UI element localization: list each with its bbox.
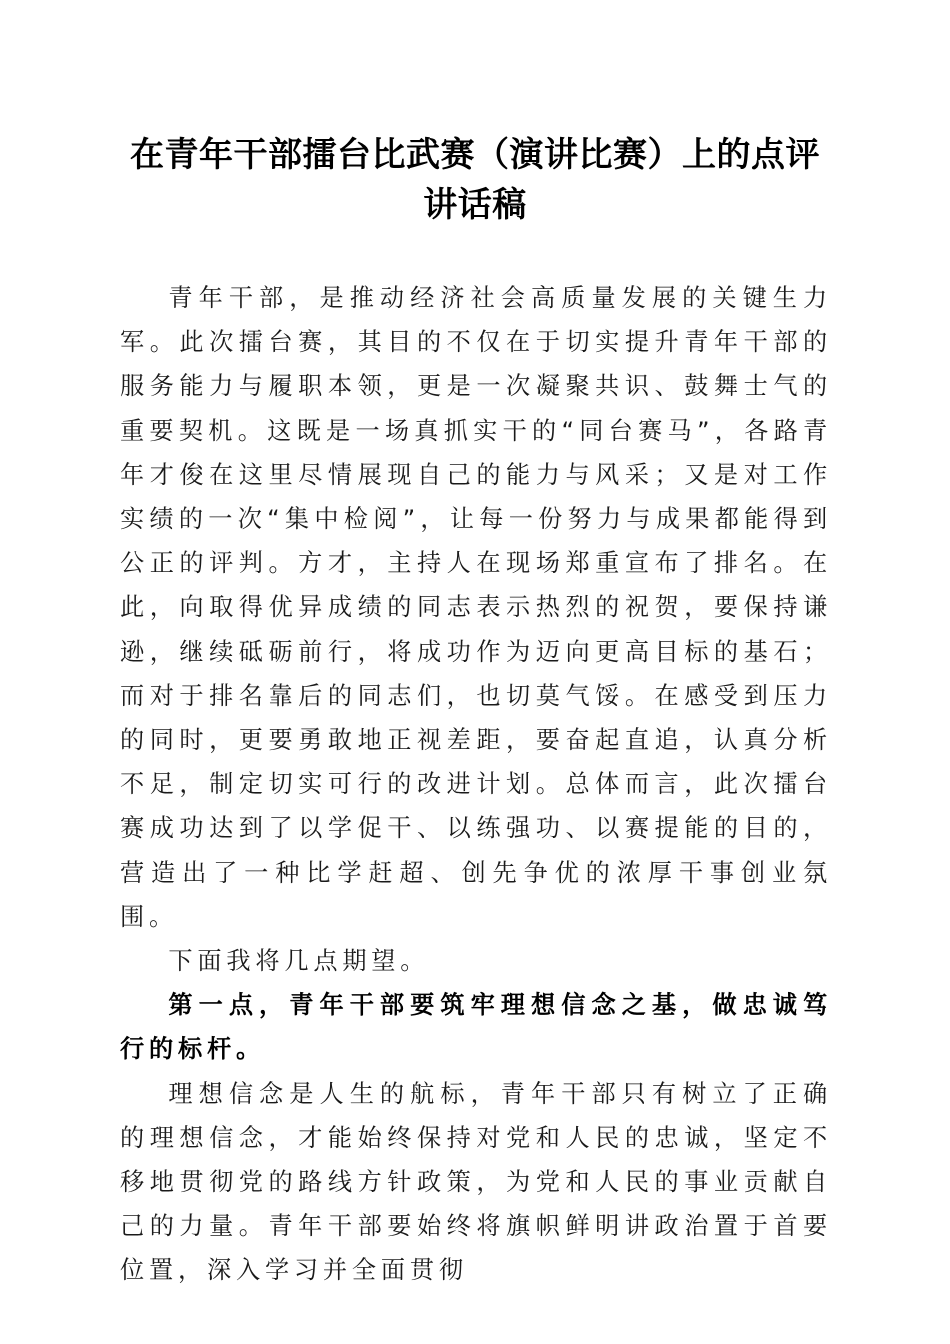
document-body [120, 276, 832, 1293]
section-heading-1: 第一点，青年干部要筑牢理想信念之基，做忠诚笃行的标杆。 [120, 991, 832, 1064]
body-paragraph-1: 青年干部，是推动经济社会高质量发展的关键生力军。此次擂台赛，其目的不仅在于切实提升青年干部的服务能力与履职本领，更是一次凝聚共识、鼓舞士气的重要契机。这既是一场真抓实干的“同台赛马”，各路青年才俊在这里尽情展现自己的能力与风采；又是对工作实绩的一次“集中检阅”，让每一份努力与成果都能得到公正的评判。方才，主持人在现场郑重宣布了排名。在此，向取得优异成绩的同志表示热烈的祝贺，要保持谦逊，继续砥砺前行，将成功作为迈向更高目标的基石；而对于排名靠后的同志们，也切莫气馁。在感受到压力的同时，更要勇敢地正视差距，要奋起直追，认真分析不足，制定切实可行的改进计划。总体而言，此次擂台赛成功达到了以学促干、以练强功、以赛提能的目的，营造出了一种比学赶超、创先争优的浓厚干事创业氛围。 [120, 284, 833, 931]
title-line-2: 讲话稿 [423, 185, 527, 225]
document-title [110, 130, 840, 230]
body-paragraph-2: 下面我将几点期望。 [168, 947, 430, 976]
title-line-1: 在青年干部擂台比武赛（演讲比赛）上的点评 [130, 135, 820, 175]
body-paragraph-3: 理想信念是人生的航标，青年干部只有树立了正确的理想信念，才能始终保持对党和人民的忠诚，坚定不移地贯彻党的路线方针政策，为党和人民的事业贡献自己的力量。青年干部要始终将旗帜鲜明讲政治置于首要位置，深入学习并全面贯彻 [120, 1079, 832, 1285]
